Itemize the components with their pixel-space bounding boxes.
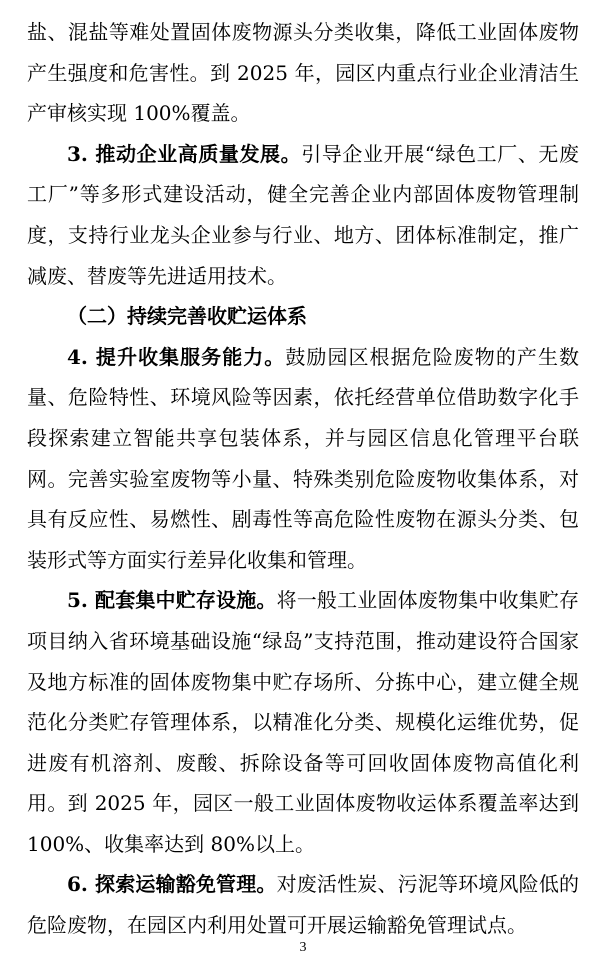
item-3-title: 3. 推动企业高质量发展。 (67, 141, 302, 166)
item-4-title: 4. 提升收集服务能力。 (67, 344, 286, 369)
item-5-title: 5. 配套集中贮存设施。 (67, 588, 277, 613)
page-number: 3 (299, 940, 307, 955)
item-6-title: 6. 探索运输豁免管理。 (67, 872, 277, 897)
item-5-body: 将一般工业固体废物集中收集贮存项目纳入省环境基础设施“绿岛”支持范围，推动建设符合国家及地方标准的固体废物集中贮存场所、分拣中心，建立健全规范化分类贮存管理体系，以精准化分类、规模化运维优势，促进废有机溶剂、废酸、拆除设备等可回收固体废物高值化利用。到 2025 年，园区一般工业固体废物收运体系覆盖率达到 100%、收集率达到 80%以上。 (27, 588, 580, 856)
paragraph-item-5 (27, 580, 579, 864)
item-6-body: 对废活性炭、污泥等环境风险低的危险废物，在园区内利用处置可开展运输豁免管理试点。 (27, 872, 580, 938)
paragraph-continued-text: 盐、混盐等难处置固体废物源头分类收集，降低工业固体废物产生强度和危害性。到 2025 年，园区内重点行业企业清洁生产审核实现 100%覆盖。 (27, 20, 579, 126)
paragraph-item-3 (27, 134, 579, 296)
paragraph-item-4 (27, 337, 579, 581)
item-4-body: 鼓励园区根据危险废物的产生数量、危险特性、环境风险等因素，依托经营单位借助数字化手段探索建立智能共享包装体系，并与园区信息化管理平台联网。完善实验室废物等小量、特殊类别危险废物收集体系，对具有反应性、易燃性、剧毒性等高危险性废物在源头分类、包装形式等方面实行差异化收集和管理。 (27, 344, 580, 572)
paragraph-continued (27, 12, 579, 134)
section-heading: （二）持续完善收贮运体系 (67, 304, 307, 329)
item-3-body: 引导企业开展“绿色工厂、无废工厂”等多形式建设活动，健全完善企业内部固体废物管理制度，支持行业龙头企业参与行业、地方、团体标准制定，推广减废、替废等先进适用技术。 (27, 141, 579, 288)
paragraph-item-6 (27, 864, 579, 945)
